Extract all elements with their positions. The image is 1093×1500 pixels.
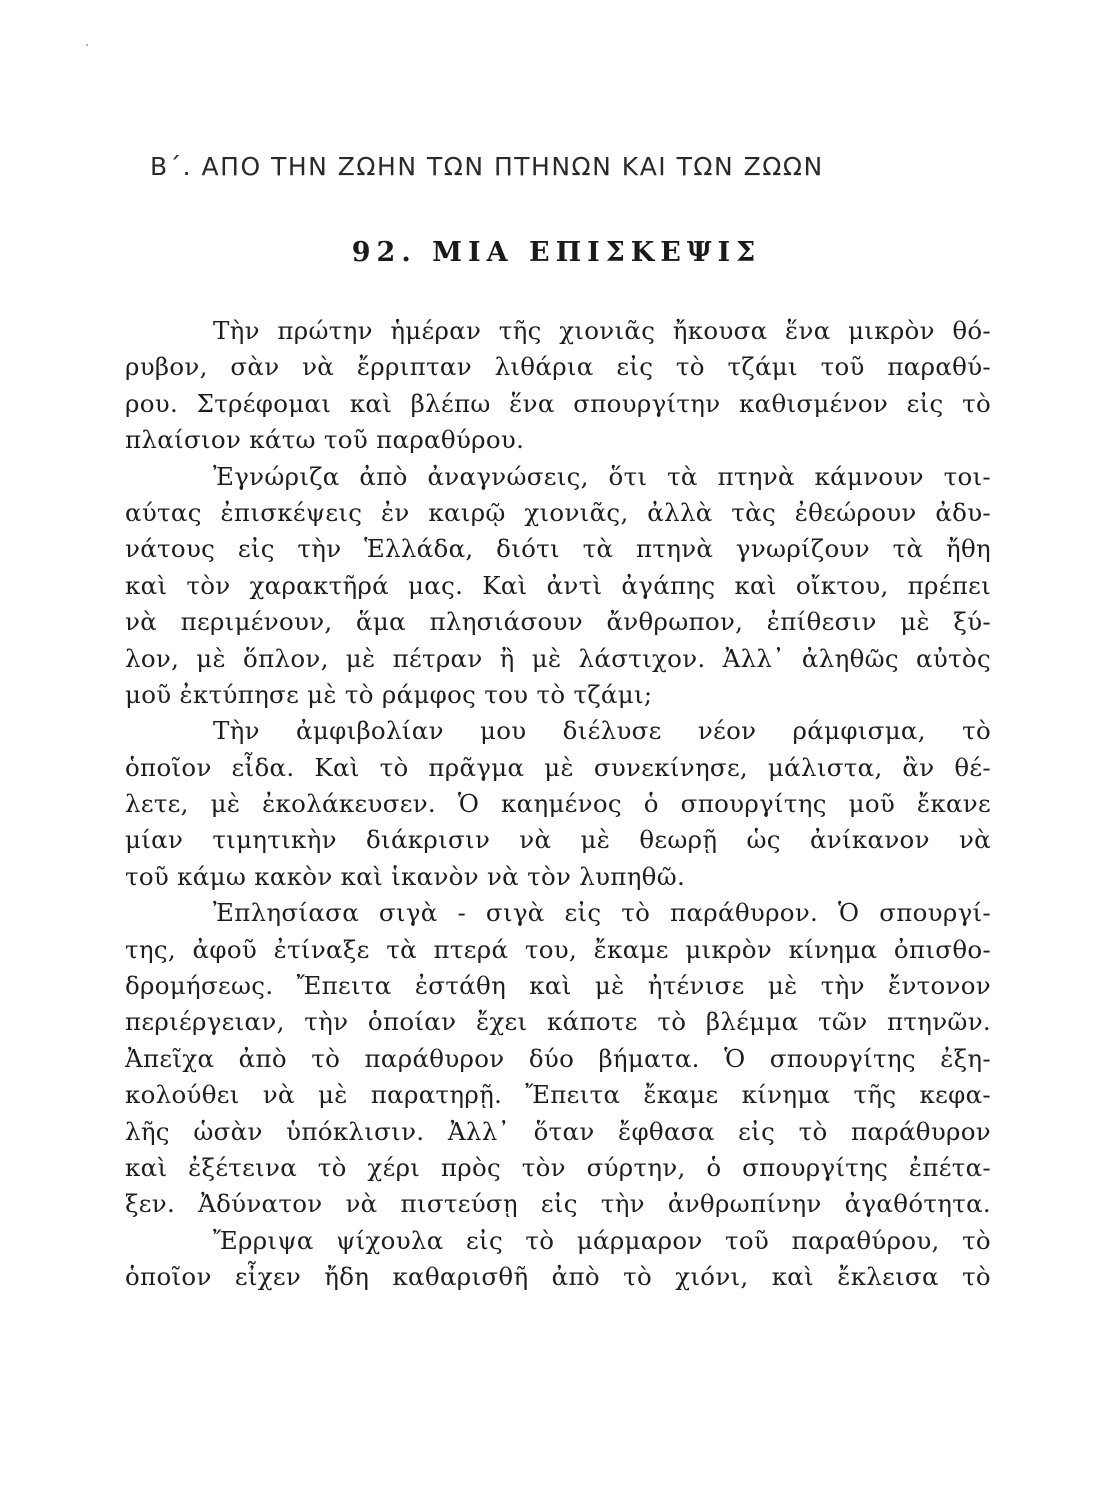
text-line: δρομήσεως. Ἔπειτα ἐστάθη καὶ μὲ ἠτένισε μὲ τὴν ἔντονον xyxy=(125,971,991,1001)
text-line: της, ἀφοῦ ἐτίναξε τὰ πτερά του, ἔκαμε μικρὸν κίνημα ὀπισθο- xyxy=(125,934,991,964)
text-line: λῆς ὡσὰν ὑπόκλισιν. Ἀλλ᾽ ὅταν ἔφθασα εἰς τὸ παράθυρον xyxy=(125,1116,991,1146)
text-line: νάτους εἰς τὴν Ἑλλάδα, διότι τὰ πτηνὰ γνωρίζουν τὰ ἤθη xyxy=(125,534,991,564)
text-line: Ἔρριψα ψίχουλα εἰς τὸ μάρμαρον τοῦ παραθύρου, τὸ xyxy=(213,1225,991,1255)
text-line: λετε, μὲ ἐκολάκευσεν. Ὁ καημένος ὁ σπουργίτης μοῦ ἔκανε xyxy=(125,789,991,819)
running-head: Β΄. ΑΠΟ ΤΗΝ ΖΩΗΝ ΤΩΝ ΠΤΗΝΩΝ ΚΑΙ ΤΩΝ ΖΩΩΝ xyxy=(150,152,824,181)
text-line: Τὴν ἀμφιβολίαν μου διέλυσε νέον ράμφισμα, τὸ xyxy=(213,716,991,746)
text-line: καὶ ἐξέτεινα τὸ χέρι πρὸς τὸν σύρτην, ὁ σπουργίτης ἐπέτα- xyxy=(125,1152,991,1182)
text-line: περιέργειαν, τὴν ὁποίαν ἔχει κάποτε τὸ βλέμμα τῶν πτηνῶν. xyxy=(125,1007,991,1037)
text-line: ρυβον, σὰν νὰ ἔρριπταν λιθάρια εἰς τὸ τζάμι τοῦ παραθύ- xyxy=(125,352,991,382)
text-line: Τὴν πρώτην ἡμέραν τῆς χιονιᾶς ἤκουσα ἕνα μικρὸν θό- xyxy=(213,316,991,345)
text-line: ρου. Στρέφομαι καὶ βλέπω ἕνα σπουργίτην καθισμένον εἰς τὸ xyxy=(125,388,991,418)
body-text xyxy=(125,313,991,1296)
text-line: Ἀπεῖχα ἀπὸ τὸ παράθυρον δύο βήματα. Ὁ σπουργίτης ἐξη- xyxy=(125,1043,991,1073)
text-line: πλαίσιον κάτω τοῦ παραθύρου. xyxy=(125,425,525,455)
text-line: μοῦ ἐκτύπησε μὲ τὸ ράμφος του τὸ τζάμι; xyxy=(125,679,653,709)
text-line: ὁποῖον εἶχεν ἤδη καθαρισθῆ ἀπὸ τὸ χιόνι, καὶ ἔκλεισα τὸ xyxy=(125,1262,991,1292)
text-line: νὰ περιμένουν, ἅμα πλησιάσουν ἄνθρωπον, ἐπίθεσιν μὲ ξύ- xyxy=(125,607,991,637)
page-speck xyxy=(86,44,88,46)
text-line: λον, μὲ ὅπλον, μὲ πέτραν ἢ μὲ λάστιχον. Ἀλλ᾽ ἀληθῶς αὐτὸς xyxy=(125,643,991,673)
text-line: Ἐγνώριζα ἀπὸ ἀναγνώσεις, ὅτι τὰ πτηνὰ κάμνουν τοι- xyxy=(213,461,991,491)
text-line: μίαν τιμητικὴν διάκρισιν νὰ μὲ θεωρῇ ὡς ἀνίκανον νὰ xyxy=(125,825,991,855)
text-line: ὁποῖον εἶδα. Καὶ τὸ πρᾶγμα μὲ συνεκίνησε, μάλιστα, ἂν θέ- xyxy=(125,752,991,782)
text-line: αύτας ἐπισκέψεις ἐν καιρῷ χιονιᾶς, ἀλλὰ τὰς ἐθεώρουν ἀδυ- xyxy=(125,497,991,527)
text-line: τοῦ κάμω κακὸν καὶ ἱκανὸν νὰ τὸν λυπηθῶ. xyxy=(125,861,686,891)
text-line: καὶ τὸν χαρακτῆρά μας. Καὶ ἀντὶ ἀγάπης καὶ οἴκτου, πρέπει xyxy=(125,570,991,600)
chapter-title: 92. ΜΙΑ ΕΠΙΣΚΕΨΙΣ xyxy=(351,237,762,268)
text-line: ξεν. Ἀδύνατον νὰ πιστεύσῃ εἰς τὴν ἀνθρωπίνην ἀγαθότητα. xyxy=(125,1189,991,1219)
text-line: Ἐπλησίασα σιγὰ - σιγὰ εἰς τὸ παράθυρον. Ὁ σπουργί- xyxy=(213,898,991,928)
text-line: κολούθει νὰ μὲ παρατηρῇ. Ἔπειτα ἔκαμε κίνημα τῆς κεφα- xyxy=(125,1080,991,1110)
